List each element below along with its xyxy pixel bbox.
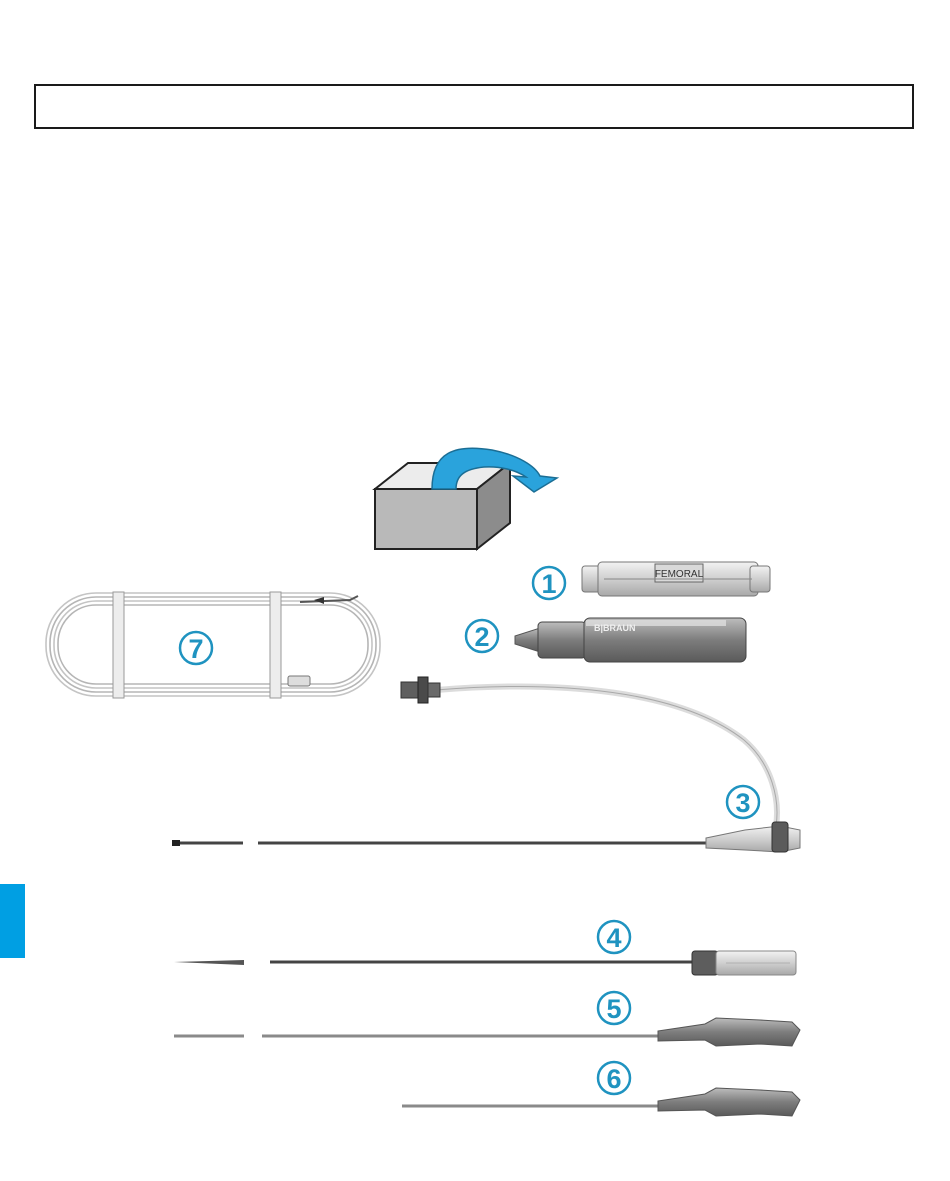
item-number-3-text: 3	[735, 788, 751, 818]
item-number-5-text: 5	[606, 994, 622, 1024]
item-number-7-text: 7	[188, 634, 204, 664]
item-number-4-text: 4	[606, 923, 622, 953]
item-number-5	[598, 992, 630, 1024]
item-number-4	[598, 921, 630, 953]
syringe-brand-label: B|BRAUN	[594, 623, 636, 633]
puncture-needle	[174, 951, 796, 975]
item-number-2	[466, 620, 498, 652]
item-number-1	[533, 567, 565, 599]
item-number-2-text: 2	[474, 622, 490, 652]
item-number-3	[727, 786, 759, 818]
coiled-guidewire	[46, 593, 380, 696]
guidewire-clips	[113, 592, 358, 698]
item-number-6-text: 6	[606, 1064, 622, 1094]
clamp-label: FEMORAL	[654, 569, 704, 580]
clamp-device	[582, 562, 770, 596]
item-number-1-text: 1	[541, 569, 557, 599]
open-box-arrow-icon	[375, 448, 557, 549]
catheter-sheath	[172, 677, 800, 852]
dilator-long	[174, 1018, 800, 1046]
item-number-7	[180, 632, 212, 664]
item-number-6	[598, 1062, 630, 1094]
syringe-device	[515, 618, 746, 662]
dilator-short	[402, 1088, 800, 1116]
